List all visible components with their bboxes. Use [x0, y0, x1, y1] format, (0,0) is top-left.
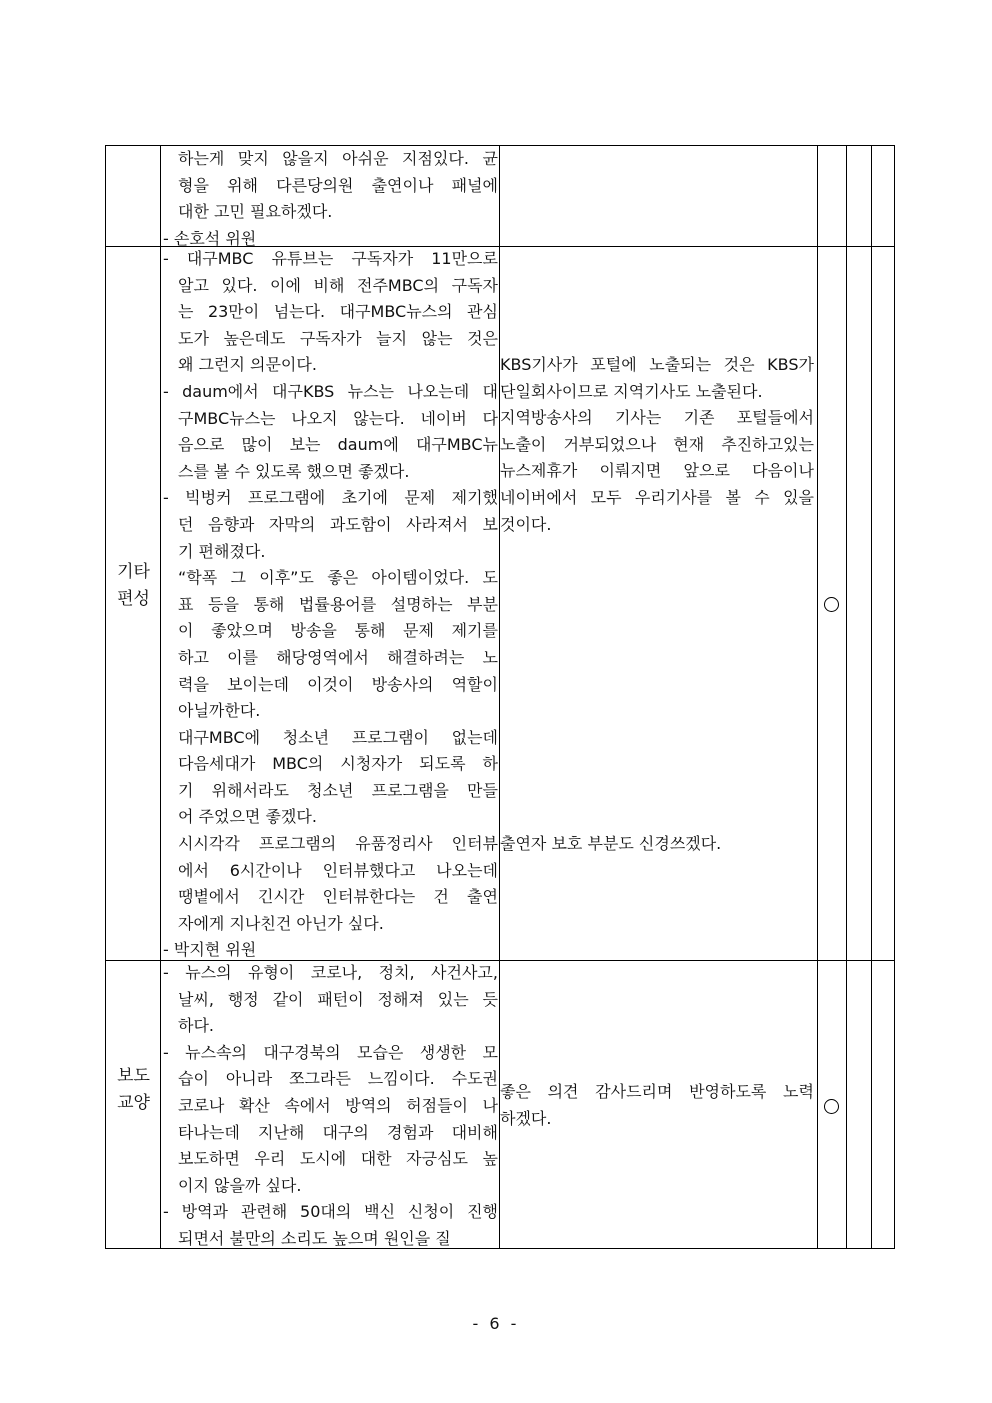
category-label: 편성: [117, 589, 150, 609]
text-line: 출연자 보호 부분도 신경쓰겠다.: [500, 834, 722, 853]
opinion-cell: [163, 246, 498, 964]
text-line: 알고 있다. 이에 비해 전주MBC의 구독자: [178, 275, 498, 295]
text-line: 하는게 맞지 않을지 아쉬운 지점있다. 균: [178, 149, 498, 168]
text-line: 좋은 의견 감사드리며 반영하도록 노력: [500, 1082, 814, 1101]
check-mark: [824, 1099, 839, 1114]
text-line: 는 23만이 넘는다. 대구MBC뉴스의 관심: [178, 302, 498, 322]
page-number: - 6 -: [472, 1314, 520, 1333]
text-line: 력을 보이는데 이것이 방송사의 역할이: [178, 674, 498, 694]
column-divider: [846, 146, 847, 1248]
text-line: 형을 위해 다른당의원 출연이나 패널에: [178, 175, 498, 195]
category-cell: [106, 1063, 161, 1117]
text-line: 되면서 불만의 소리도 높으며 원인을 질: [178, 1228, 451, 1248]
text-line: 하다.: [178, 1016, 214, 1036]
text-line: 자에게 지나친건 아닌가 싶다.: [178, 913, 384, 933]
text-line: 단일회사이므로 지역기사도 노출된다.: [500, 381, 763, 401]
text-line: 음으로 많이 보는 daum에 대구MBC뉴: [178, 435, 498, 455]
category-label: 기타: [117, 562, 150, 582]
text-line: 이지 않을까 싶다.: [178, 1175, 302, 1195]
text-line: 코로나 확산 속에서 방역의 허점들이 나: [178, 1095, 498, 1115]
text-line: - 대구MBC 유튜브는 구독자가 11만으로: [163, 249, 498, 268]
category-label: 보도: [117, 1066, 150, 1086]
text-line: 대한 고민 필요하겠다.: [178, 202, 333, 222]
text-line: 노출이 거부되었으나 현재 추진하고있는: [500, 434, 814, 454]
text-line: 하겠다.: [500, 1108, 552, 1128]
text-line: - 뉴스속의 대구경북의 모습은 생생한 모: [163, 1042, 498, 1062]
text-line: 왜 그런지 의문이다.: [178, 355, 317, 375]
text-line: 구MBC뉴스는 나오지 않는다. 네이버 다: [178, 408, 498, 428]
text-line: 기 편해졌다.: [178, 541, 266, 561]
text-line: - daum에서 대구KBS 뉴스는 나오는데 대: [163, 381, 498, 401]
text-line: 표 등을 통해 법률용어를 설명하는 부분: [178, 594, 498, 614]
text-line: 다음세대가 MBC의 시청자가 되도록 하: [178, 754, 498, 774]
category-label: 교양: [117, 1093, 150, 1113]
review-table: [105, 145, 895, 1249]
text-line: - 박지현 위원: [163, 940, 257, 960]
text-line: “학폭 그 이후”도 좋은 아이템이었다. 도: [178, 568, 498, 588]
column-divider: [871, 146, 872, 1248]
text-line: 땡볕에서 긴시간 인터뷰한다는 건 출연: [178, 887, 498, 907]
opinion-cell: [163, 960, 498, 1253]
text-line: 어 주었으면 좋겠다.: [178, 807, 317, 827]
response-cell: [500, 352, 814, 538]
text-line: 하고 이를 해당영역에서 해결하려는 노: [178, 647, 498, 667]
category-cell: [106, 559, 161, 613]
check-mark: [824, 597, 839, 612]
response-cell: [500, 831, 814, 858]
text-line: - 손호석 위원: [163, 228, 257, 248]
text-line: 뉴스제휴가 이뤄지면 앞으로 다음이나: [500, 461, 814, 481]
opinion-cell: [163, 146, 498, 252]
text-line: - 뉴스의 유형이 코로나, 정치, 사건사고,: [163, 963, 498, 982]
text-line: 던 음향과 자막의 과도함이 사라져서 보: [178, 514, 498, 534]
text-line: 아닐까한다.: [178, 701, 261, 721]
text-line: 시시각각 프로그램의 유품정리사 인터뷰: [178, 834, 498, 854]
text-line: 이 좋았으며 방송을 통해 문제 제기를: [178, 621, 498, 641]
response-cell: [500, 1079, 814, 1132]
text-line: 것이다.: [500, 514, 552, 534]
text-line: 지역방송사의 기사는 기존 포털들에서: [500, 408, 814, 428]
text-line: 도가 높은데도 구독자가 늘지 않는 것은: [178, 328, 498, 348]
text-line: 에서 6시간이나 인터뷰했다고 나오는데: [178, 860, 498, 880]
text-line: 네이버에서 모두 우리기사를 볼 수 있을: [500, 487, 814, 507]
text-line: 기 위해서라도 청소년 프로그램을 만들: [178, 780, 498, 800]
text-line: 보도하면 우리 도시에 대한 자긍심도 높: [178, 1149, 498, 1169]
text-line: 타나는데 지난해 대구의 경험과 대비해: [178, 1122, 498, 1142]
text-line: 스를 볼 수 있도록 했으면 좋겠다.: [178, 461, 410, 481]
text-line: - 방역과 관련해 50대의 백신 신청이 진행: [163, 1202, 498, 1222]
column-divider: [817, 146, 818, 1248]
text-line: KBS기사가 포털에 노출되는 것은 KBS가: [500, 355, 814, 374]
text-line: 습이 아니라 쪼그라든 느낌이다. 수도권: [178, 1069, 498, 1089]
text-line: - 빅벙커 프로그램에 초기에 문제 제기했: [163, 488, 498, 508]
text-line: 날씨, 행정 같이 패턴이 정해져 있는 듯: [178, 989, 498, 1009]
text-line: 대구MBC에 청소년 프로그램이 없는데: [178, 727, 498, 747]
